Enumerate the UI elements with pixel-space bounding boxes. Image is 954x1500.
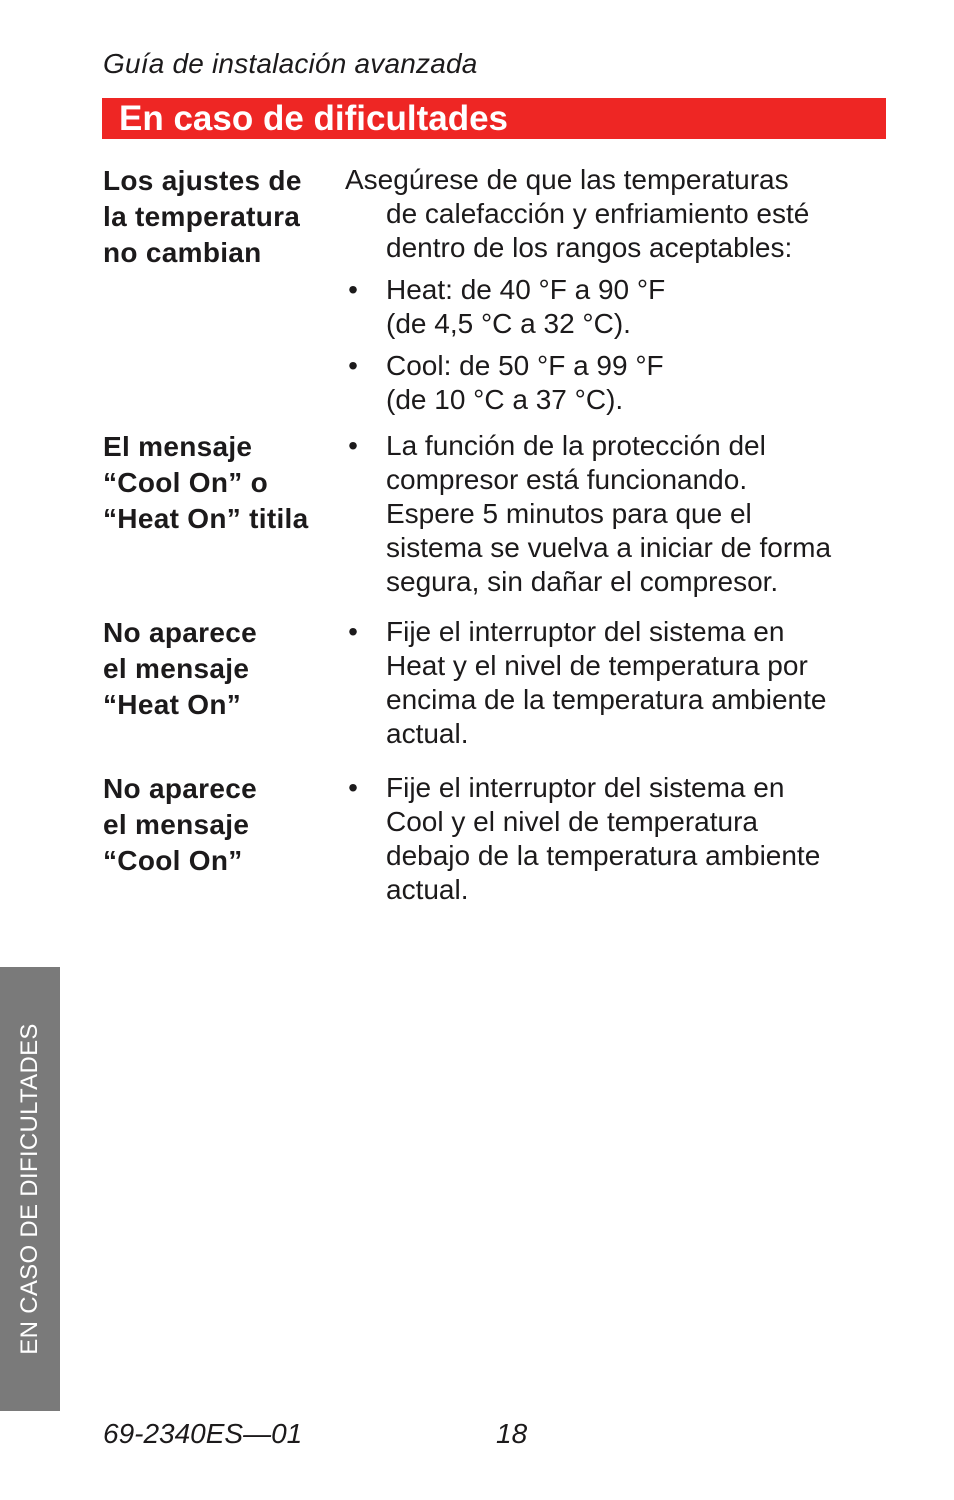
solution-text — [345, 163, 890, 417]
problem-line: “Cool On” o — [103, 467, 269, 498]
problem-line: “Cool On” — [103, 845, 243, 876]
problem-line: “Heat On” titila — [103, 503, 309, 534]
section-title: En caso de dificultades — [119, 99, 508, 138]
problem-line: El mensaje — [103, 431, 253, 462]
section-header-bar — [102, 98, 886, 139]
problem-line: la temperatura — [103, 201, 301, 232]
solution-text — [345, 615, 890, 751]
solution-bullet: • La función de la protección del compresor está funcionando. Espere 5 minutos para que el sistema se vuelva a iniciar de forma segura, sin dañar el compresor. — [345, 429, 890, 599]
section-side-tab — [0, 967, 60, 1411]
bullet-icon: • — [348, 772, 358, 803]
bullet-icon: • — [348, 350, 358, 381]
solution-bullet: • Heat: de 40 °F a 90 °F (de 4,5 °C a 32 °C). — [345, 273, 890, 341]
problem-line: Los ajustes de — [103, 165, 302, 196]
bullet-icon: • — [348, 274, 358, 305]
solution-text — [345, 771, 890, 907]
solution-bullet: • Fije el interruptor del sistema en Heat y el nivel de temperatura por encima de la temperatura ambiente actual. — [345, 615, 890, 751]
guide-subtitle: Guía de instalación avanzada — [103, 48, 478, 79]
problem-line: no cambian — [103, 237, 262, 268]
problem-line: el mensaje — [103, 809, 250, 840]
solution-bullet: • Fije el interruptor del sistema en Cool y el nivel de temperatura debajo de la temperatura ambiente actual. — [345, 771, 890, 907]
solution-bullet: • Cool: de 50 °F a 99 °F (de 10 °C a 37 °C). — [345, 349, 890, 417]
bullet-icon: • — [348, 430, 358, 461]
solution-intro: Asegúrese de que las temperaturas de calefacción y enfriamiento esté dentro de los rangos aceptables: — [345, 164, 810, 263]
side-tab-label: EN CASO DE DIFICULTADES — [16, 1023, 43, 1355]
problem-label — [103, 429, 343, 537]
problem-line: No aparece — [103, 773, 257, 804]
problem-line: No aparece — [103, 617, 257, 648]
bullet-icon: • — [348, 616, 358, 647]
problem-line: “Heat On” — [103, 689, 242, 720]
solution-text — [345, 429, 890, 599]
problem-label — [103, 615, 343, 723]
document-number: 69-2340ES—01 — [103, 1418, 303, 1449]
problem-label — [103, 163, 343, 271]
problem-label — [103, 771, 343, 879]
page-number: 18 — [496, 1418, 528, 1449]
problem-line: el mensaje — [103, 653, 250, 684]
